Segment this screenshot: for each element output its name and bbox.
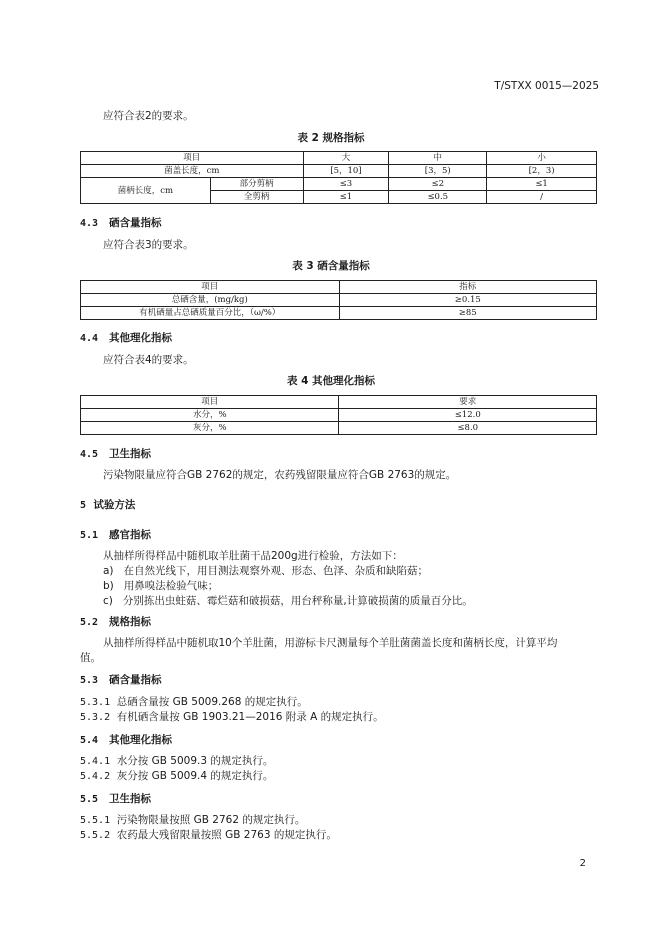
section-4-5-heading [80, 446, 151, 461]
subsection-text: 水分按 GB 5009.3 的规定执行。 [116, 755, 274, 767]
subsection-number: 5.3.1 [80, 697, 111, 708]
table-row [81, 307, 597, 320]
section-number: 5.2 [80, 617, 99, 628]
section-5-4-heading [80, 732, 172, 747]
section-title: 试验方法 [93, 499, 136, 511]
table-row [81, 281, 597, 294]
table-cell: ≤12.0 [339, 409, 597, 422]
list-item [103, 563, 428, 578]
subsection-number: 5.4.2 [80, 771, 111, 782]
subsection-text: 灰分按 GB 5009.4 的规定执行。 [116, 770, 274, 782]
subsection-number: 5.3.2 [80, 712, 111, 723]
section-5-5-heading [80, 791, 151, 806]
table3-header-value: 指标 [339, 281, 597, 294]
subsection-text: 污染物限量按照 GB 2762 的规定执行。 [116, 814, 306, 826]
subsection-item [80, 827, 337, 842]
subsection-text: 有机硒含量按 GB 1903.21—2016 附录 A 的规定执行。 [116, 711, 384, 723]
section-number: 5.4 [80, 735, 99, 746]
section-title: 感官指标 [109, 529, 152, 541]
table-row [81, 396, 597, 409]
table-cell: 菌盖长度，cm [81, 165, 304, 178]
subsection-item [80, 812, 305, 827]
table-cell: / [487, 191, 597, 204]
table-cell: ≤0.5 [389, 191, 487, 204]
table2-header-medium: 中 [389, 152, 487, 165]
table-cell: 全剪柄 [210, 191, 303, 204]
list-text: 在自然光线下，用目测法观察外观、形态、色泽、杂质和缺陷菇； [123, 565, 429, 577]
table-cell: ≤2 [389, 178, 487, 191]
table-cell: 灰分，% [81, 422, 339, 435]
subsection-item [80, 709, 384, 724]
section-title: 硒含量指标 [109, 217, 162, 229]
section-number: 5 [80, 500, 87, 511]
section-number: 5.3 [80, 675, 99, 686]
subsection-number: 5.5.2 [80, 830, 111, 841]
table-cell: ≤1 [487, 178, 597, 191]
section-5-1-text: 从抽样所得样品中随机取羊肚菌干品200g进行检验，方法如下： [103, 550, 403, 562]
list-item [103, 593, 473, 608]
table4-header-item: 项目 [81, 396, 339, 409]
section-number: 5.1 [80, 530, 99, 541]
table-cell: ≤8.0 [339, 422, 597, 435]
section-title: 卫生指标 [109, 793, 152, 805]
table-row [81, 165, 597, 178]
table4-header-value: 要求 [339, 396, 597, 409]
subsection-number: 5.5.1 [80, 815, 111, 826]
section-number: 4.4 [80, 333, 99, 344]
section-5-2-text: 从抽样所得样品中随机取10个羊肚菌，用游标卡尺测量每个羊肚菌菌盖长度和菌柄长度，计算平均 [103, 637, 558, 649]
section-5-2-text-cont: 值。 [80, 652, 101, 664]
table-row [81, 152, 597, 165]
section-4-5-text: 污染物限量应符合GB 2762的规定，农药残留限量应符合GB 2763的规定。 [103, 469, 457, 481]
section-4-3-text: 应符合表3的要求。 [103, 239, 194, 251]
section-4-4-heading [80, 330, 172, 345]
table4 [80, 395, 597, 435]
table2-caption: 表 2 规格指标 [297, 132, 365, 144]
section-title: 其他理化指标 [109, 734, 173, 746]
table2-header-large: 大 [303, 152, 389, 165]
subsection-text: 总硒含量按 GB 5009.268 的规定执行。 [116, 696, 308, 708]
subsection-number: 5.4.1 [80, 756, 111, 767]
section-title: 规格指标 [109, 616, 152, 628]
table-row [81, 178, 597, 191]
section-number: 5.5 [80, 794, 99, 805]
section-number: 4.3 [80, 218, 99, 229]
section-4-3-heading [80, 215, 162, 230]
table2-header-small: 小 [487, 152, 597, 165]
subsection-item [80, 768, 273, 783]
subsection-text: 农药最大残留限量按照 GB 2763 的规定执行。 [116, 829, 337, 841]
section-5-1-heading [80, 527, 151, 542]
table-row [81, 422, 597, 435]
document-id: T/STXX 0015—2025 [494, 80, 599, 92]
table4-caption: 表 4 其他理化指标 [286, 375, 376, 387]
section-title: 卫生指标 [109, 448, 152, 460]
table-cell: 部分剪柄 [210, 178, 303, 191]
subsection-item [80, 753, 273, 768]
section-title: 其他理化指标 [109, 332, 173, 344]
table-cell: 有机硒量占总硒质量百分比，（ω/%） [81, 307, 340, 320]
list-text: 分别拣出虫蛀菇、霉烂菇和破损菇，用台秤称量,计算破损菌的质量百分比。 [122, 595, 473, 607]
table-row [81, 409, 597, 422]
table-cell: 菌柄长度，cm [81, 178, 211, 204]
table-cell: ≥85 [339, 307, 597, 320]
table2-header-item: 项目 [81, 152, 304, 165]
list-marker: c) [103, 595, 113, 607]
table3 [80, 280, 597, 320]
section-title: 硒含量指标 [109, 674, 162, 686]
table-cell: ≤1 [303, 191, 389, 204]
subsection-item [80, 694, 308, 709]
table-cell: ≤3 [303, 178, 389, 191]
list-item [103, 578, 218, 593]
list-marker: b) [103, 580, 114, 592]
table-cell: [2，3) [487, 165, 597, 178]
table-cell: 总硒含量，(mg/kg) [81, 294, 340, 307]
intro-line: 应符合表2的要求。 [103, 110, 194, 122]
page-number: 2 [579, 858, 586, 869]
list-marker: a) [103, 565, 114, 577]
table-cell: ≥0.15 [339, 294, 597, 307]
section-5-2-heading [80, 614, 151, 629]
table2 [80, 151, 597, 204]
table-row [81, 294, 597, 307]
section-5-3-heading [80, 672, 162, 687]
list-text: 用鼻嗅法检验气味； [123, 580, 219, 592]
section-4-4-text: 应符合表4的要求。 [103, 354, 194, 366]
table-cell: 水分，% [81, 409, 339, 422]
table-cell: [5，10] [303, 165, 389, 178]
table3-header-item: 项目 [81, 281, 340, 294]
table-cell: [3，5) [389, 165, 487, 178]
table3-caption: 表 3 硒含量指标 [292, 260, 370, 272]
section-number: 4.5 [80, 449, 99, 460]
chapter-5-heading [80, 497, 135, 512]
